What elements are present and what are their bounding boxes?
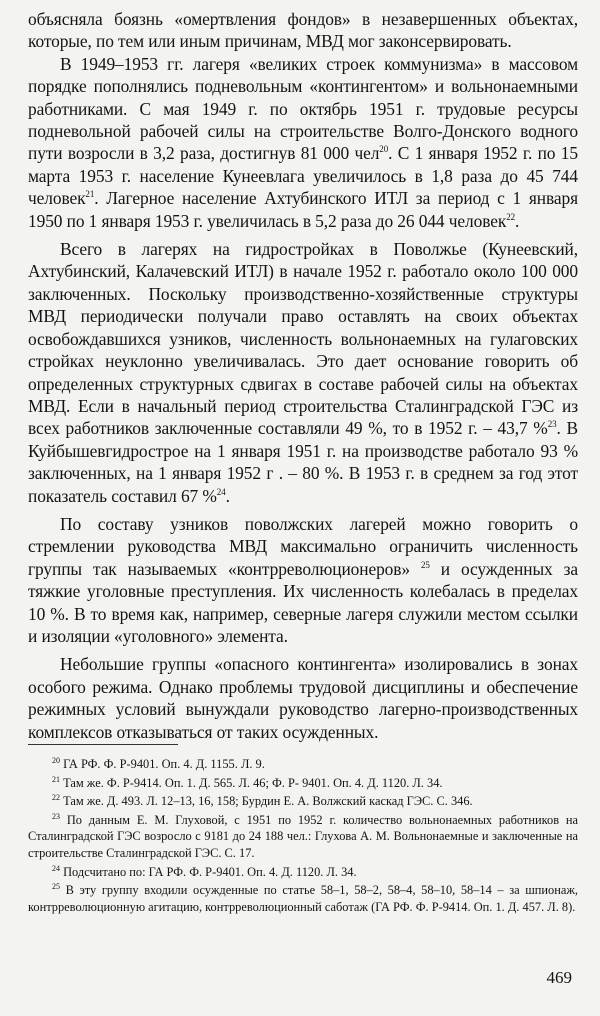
- footnote-text: Там же. Д. 493. Л. 12–13, 16, 158; Бурдин Е. А. Волжский каскад ГЭС. С. 346.: [63, 794, 473, 809]
- footnote-number: 22: [52, 793, 60, 803]
- footnote-text: В эту группу входили осужденные по статье 58–1, 58–2, 58–4, 58–10, 58–14 – за шпионаж, контрреволюционную агитацию, контрреволюционный саботаж (ГА РФ. Ф. Р-9414. Оп. 1. Д. 457. Л. 8).: [28, 883, 578, 914]
- paragraph: [28, 513, 578, 647]
- footnote-text: Подсчитано по: ГА РФ. Ф. Р-9401. Оп. 4. Д. 1120. Л. 34.: [63, 864, 357, 879]
- footnote-ref: 24: [216, 486, 226, 497]
- main-text: [28, 8, 578, 743]
- footnote-divider: [28, 744, 178, 745]
- footnote: [28, 775, 578, 792]
- text-run: Небольшие группы «опасного контингента» изолировались в зонах особого режима. Однако проблемы трудовой дисциплины и обеспечение режимных условий вынуждали руководство лагерно-производственных комплексов отказываться от таких осужденных.: [28, 654, 578, 742]
- text-run: .: [515, 210, 520, 231]
- footnote-ref: 22: [506, 211, 516, 222]
- footnote-number: 23: [52, 811, 60, 821]
- paragraph: [28, 8, 578, 53]
- text-run: объясняла боязнь «омертвления фондов» в незавершенных объектах, которые, по тем или иным причинам, МВД мог законсервировать.: [28, 9, 578, 52]
- footnote-number: 25: [52, 882, 60, 892]
- footnote: [28, 812, 578, 862]
- footnote-number: 24: [52, 863, 60, 873]
- text-run: . Лагерное население Ахтубинского ИТЛ за период с 1 января 1950 по 1 января 1953 г. увеличилась в 5,2 раза до 26 044 человек: [28, 188, 578, 231]
- text-run: .: [225, 485, 230, 506]
- footnote-ref: 23: [547, 419, 557, 430]
- paragraph: [28, 238, 578, 507]
- footnote-ref: 21: [85, 189, 95, 200]
- footnote-number: 20: [52, 756, 60, 765]
- paragraph: [28, 653, 578, 743]
- text-run: Всего в лагерях на гидростройках в Поволжье (Кунеевский, Ахтубинский, Калачевский ИТЛ) в начале 1952 г. работало около 100 000 заключенных. Поскольку производственно-хозяйственные структуры МВД периодически получали право оставлять на своих объектах освобождавшихся узников, численность вольнонаемных на гулаговских стройках неуклонно увеличивалась. Это дает основание говорить об определенных структурных сдвигах в составе рабочей силы на объектах МВД. Если в начальный период строительства Сталинградской ГЭС из всех работников заключенные составляли 49 %, то в 1952 г. – 43,7 %: [28, 239, 578, 439]
- footnote-number: 21: [52, 774, 60, 784]
- text-run: . С 1 января 1952 г. по 15 марта 1953 г. население Кунеевлага увеличилось в 1,8 раза до 45 744 человек: [28, 143, 578, 209]
- text-run: В 1949–1953 гг. лагеря «великих строек коммунизма» в массовом порядке пополнялись подневольным «контингентом» и вольнонаемными работниками. С мая 1949 г. по октябрь 1951 г. трудовые ресурсы подневольной рабочей силы на строительстве Волго-Донского водного пути возросли в 3,2 раза, достигнув 81 000 чел: [28, 53, 578, 164]
- footnote-text: ГА РФ. Ф. Р-9401. Оп. 4. Д. 1155. Л. 9.: [63, 757, 265, 771]
- footnote: [28, 864, 578, 881]
- page-number: 469: [546, 968, 572, 987]
- footnote: [28, 756, 578, 773]
- footnote-text: По данным Е. М. Глуховой, с 1951 по 1952 г. количество вольнонаемных работников на Сталинградской ГЭС возросло с 9181 до 24 188 чел.: Глухова А. М. Вольнонаемные и заключенные на строительстве Сталинградской ГЭС. С. 17.: [28, 812, 578, 860]
- paragraph: [28, 53, 578, 232]
- footnote: [28, 882, 578, 915]
- footnote: [28, 793, 578, 810]
- text-run: и осужденных за тяжкие уголовные преступления. Их численность колебалась в пределах 10 %. В то время как, например, северные лагеря служили местом ссылки и изоляции «уголовного» элемента.: [28, 558, 579, 646]
- footnote-ref: 20: [379, 144, 389, 155]
- footnotes: [28, 756, 578, 917]
- footnote-text: Там же. Ф. Р-9414. Оп. 1. Д. 565. Л. 46; Ф. Р- 9401. Оп. 4. Д. 1120. Л. 34.: [63, 775, 443, 790]
- text-run: . В Куйбышевгидрострое на 1 января 1951 г. на производстве работало 93 % заключенных, на 1 января 1952 г . – 80 %. В 1953 г. в среднем за год этот показатель составил 67 %: [28, 418, 578, 506]
- text-run: По составу узников поволжских лагерей можно говорить о стремлении руководства МВД максимально ограничить численность группы так называемых «контрреволюционеров»: [28, 513, 578, 579]
- footnote-ref: 25: [420, 559, 430, 570]
